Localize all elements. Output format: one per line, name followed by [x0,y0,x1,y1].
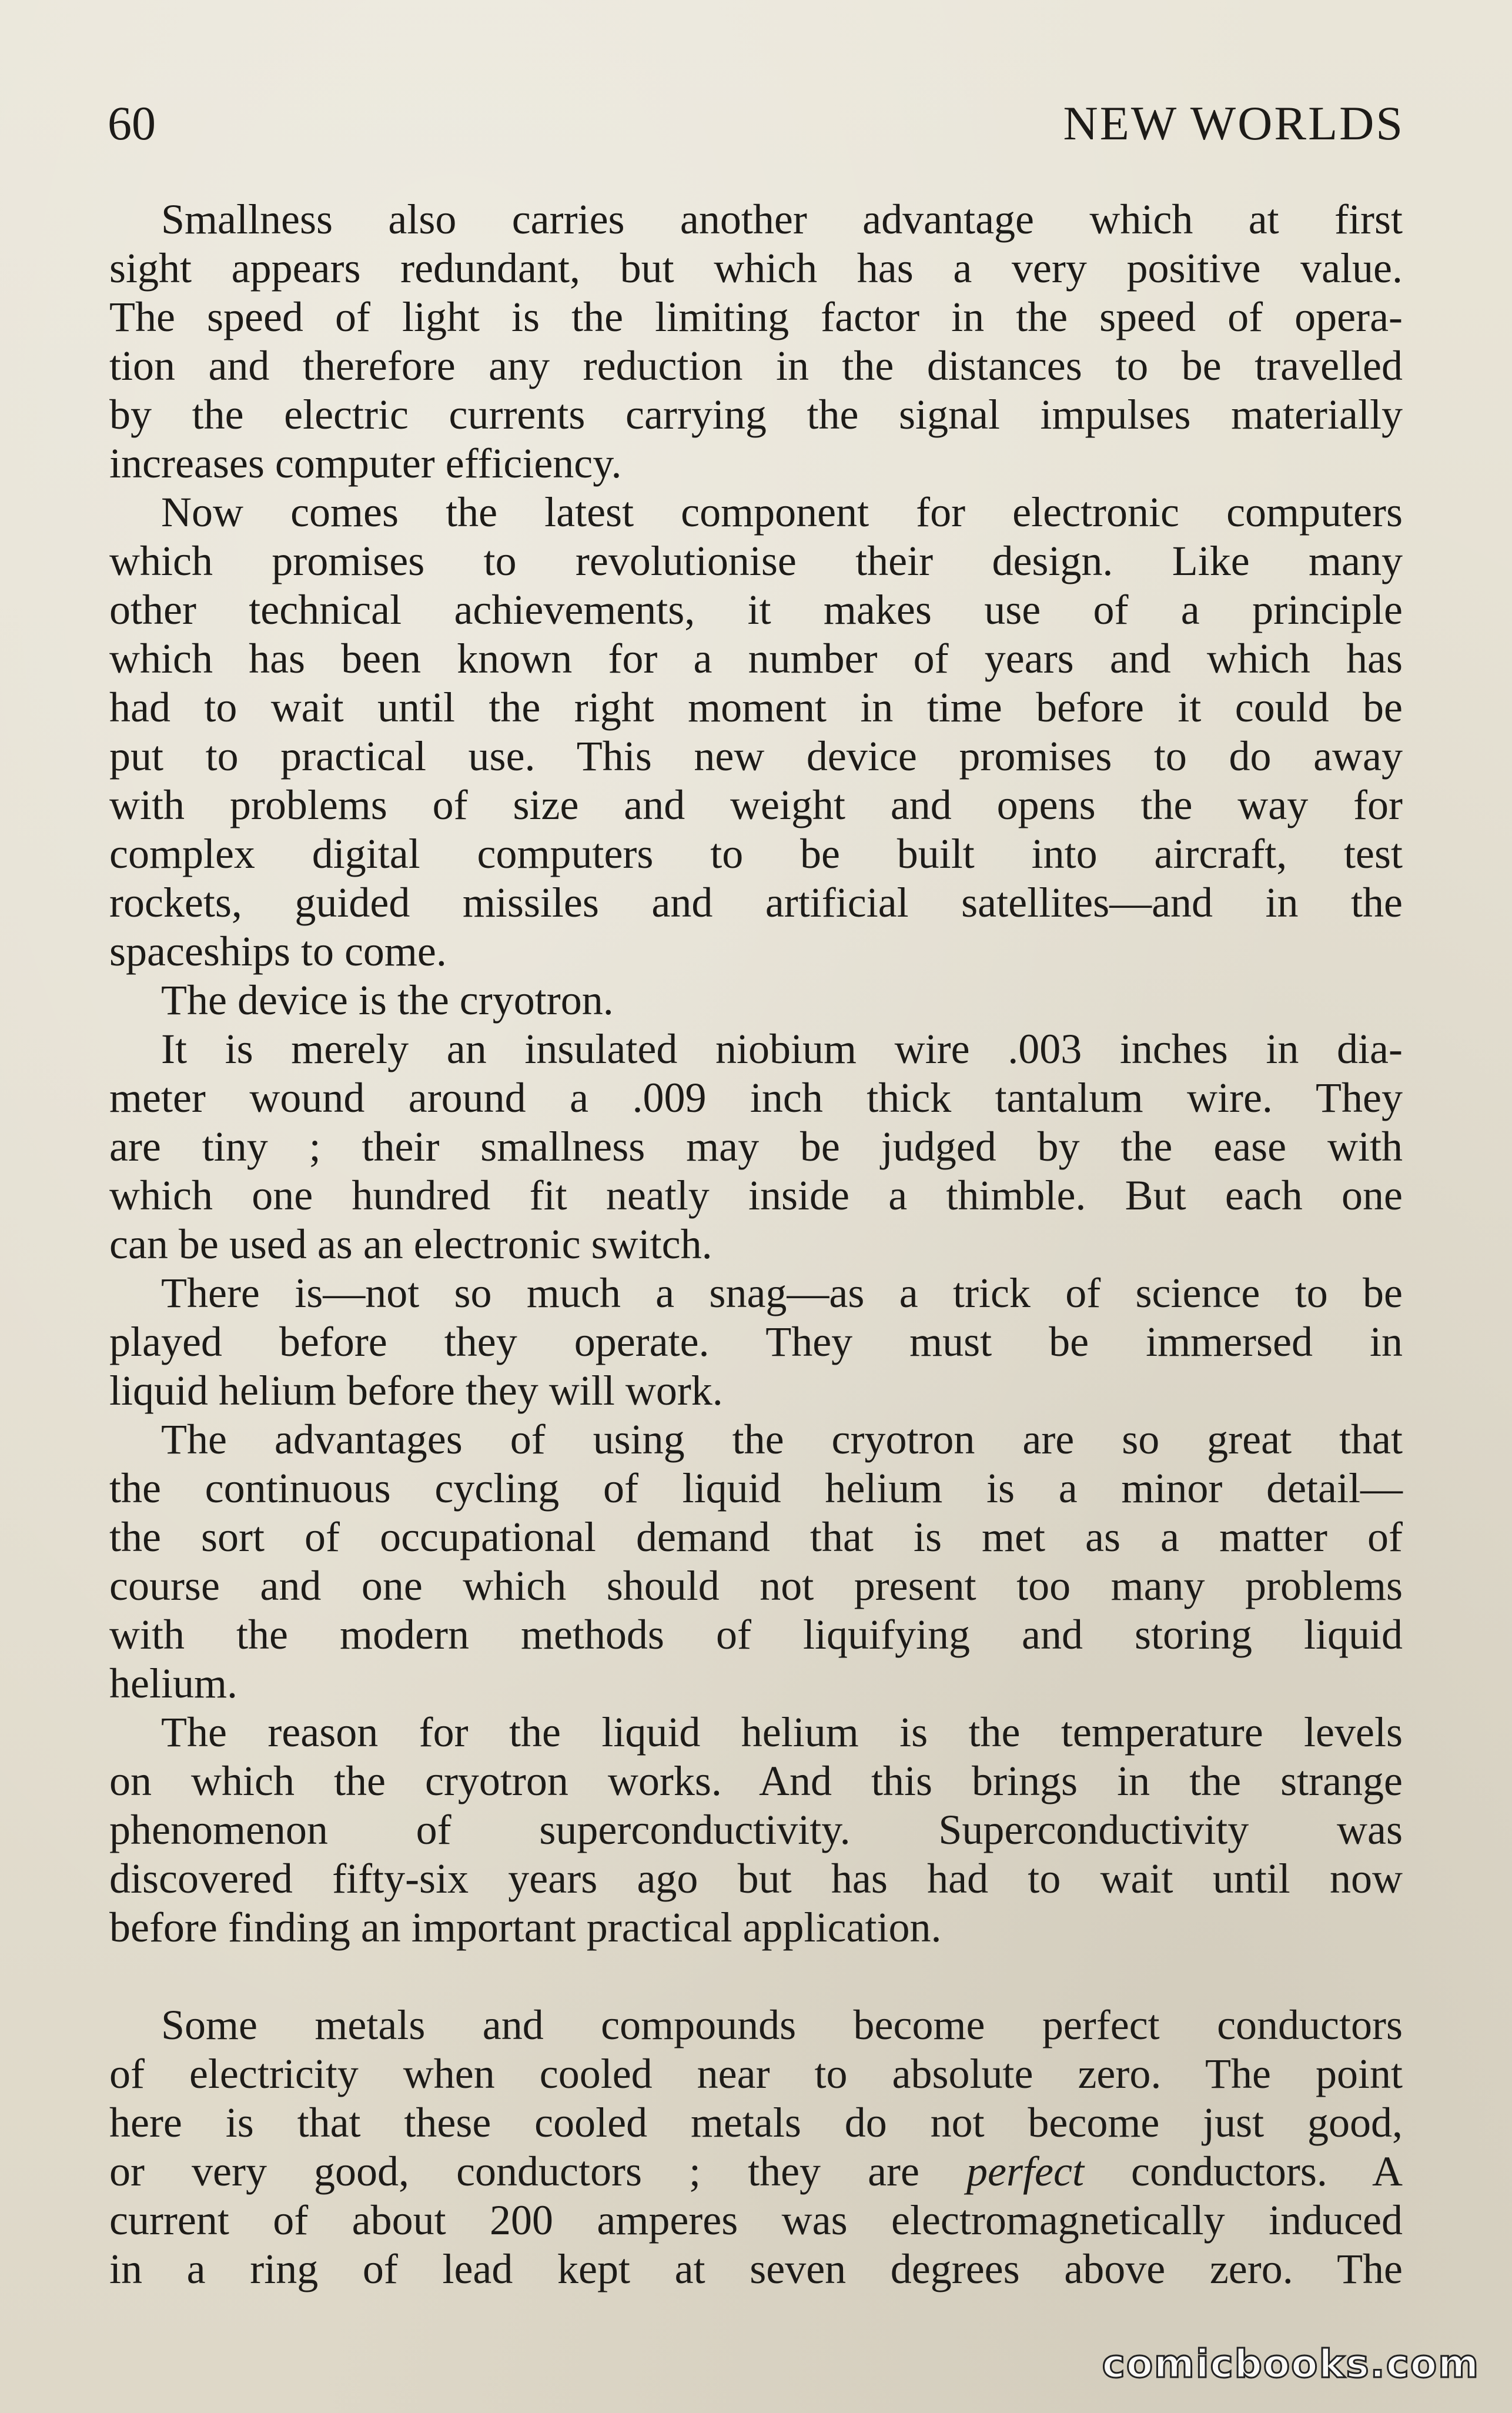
text-line: are tiny ; their smallness may be judged by the ease with [109,1123,1403,1170]
text-line: of electricity when cooled near to absolute zero. The point [109,2050,1403,2097]
text-line: It is merely an insulated niobium wire .003 inches in dia- [161,1025,1403,1072]
running-title: NEW WORLDS [1063,96,1404,150]
text-segment: conductors. A [1083,2148,1403,2195]
text-line: complex digital computers to be built into aircraft, test [109,830,1403,877]
text-line: helium. [109,1660,237,1707]
text-line: played before they operate. They must be immersed in [109,1318,1403,1365]
text-line: had to wait until the right moment in time before it could be [109,684,1403,731]
watermark-text: comicbooks.com [1102,2341,1480,2387]
text-line: which has been known for a number of years and which has [109,635,1403,682]
text-line: course and one which should not present too many problems [109,1562,1403,1609]
text-line: discovered fifty-six years ago but has had to wait until now [109,1855,1403,1902]
text-line: before finding an important practical application. [109,1904,942,1951]
text-line [109,2147,1403,2196]
text-line: rockets, guided missiles and artificial satellites—and in the [109,879,1403,926]
section-break [109,1952,1403,2001]
text-line: Some metals and compounds become perfect conductors [161,2001,1403,2048]
text-segment: or very good, conductors ; they are [109,2148,967,2195]
text-line: tion and therefore any reduction in the distances to be travelled [109,342,1403,389]
text-line: here is that these cooled metals do not become just good, [109,2099,1403,2146]
text-line: liquid helium before they will work. [109,1367,723,1414]
text-line: by the electric currents carrying the signal impulses materially [109,391,1403,438]
text-line: meter wound around a .009 inch thick tantalum wire. They [109,1074,1403,1121]
text-line: Smallness also carries another advantage which at first [161,196,1403,243]
text-line: the sort of occupational demand that is met as a matter of [109,1513,1403,1560]
text-line: with the modern methods of liquifying and storing liquid [109,1611,1403,1658]
text-line: current of about 200 amperes was electromagnetically induced [109,2197,1403,2244]
text-line: which one hundred fit neatly inside a thimble. But each one [109,1172,1403,1219]
article-body [109,195,1403,2294]
text-line: on which the cryotron works. And this brings in the strange [109,1757,1403,1804]
text-line: which promises to revolutionise their design. Like many [109,537,1403,584]
text-line: other technical achievements, it makes use of a principle [109,586,1403,633]
text-line: can be used as an electronic switch. [109,1221,712,1268]
text-line: The advantages of using the cryotron are so great that [161,1416,1403,1463]
text-line: phenomenon of superconductivity. Superconductivity was [109,1806,1403,1853]
text-line: with problems of size and weight and opens the way for [109,781,1403,828]
text-line: the continuous cycling of liquid helium is a minor detail— [109,1465,1403,1512]
text-line: put to practical use. This new device promises to do away [109,733,1403,780]
page-number: 60 [108,96,156,150]
text-line: The speed of light is the limiting factor in the speed of opera- [109,293,1403,340]
text-line: There is—not so much a snag—as a trick of science to be [161,1269,1403,1316]
page-header [108,88,1404,159]
text-line: Now comes the latest component for electronic computers [161,489,1403,536]
text-line: in a ring of lead kept at seven degrees above zero. The [109,2245,1403,2292]
text-line: spaceships to come. [109,928,447,975]
text-line: increases computer efficiency. [109,440,622,487]
emphasis-text: perfect [966,2148,1084,2195]
text-line: The reason for the liquid helium is the temperature levels [161,1709,1403,1756]
text-line: The device is the cryotron. [161,977,614,1024]
text-line: sight appears redundant, but which has a very positive value. [109,245,1403,292]
